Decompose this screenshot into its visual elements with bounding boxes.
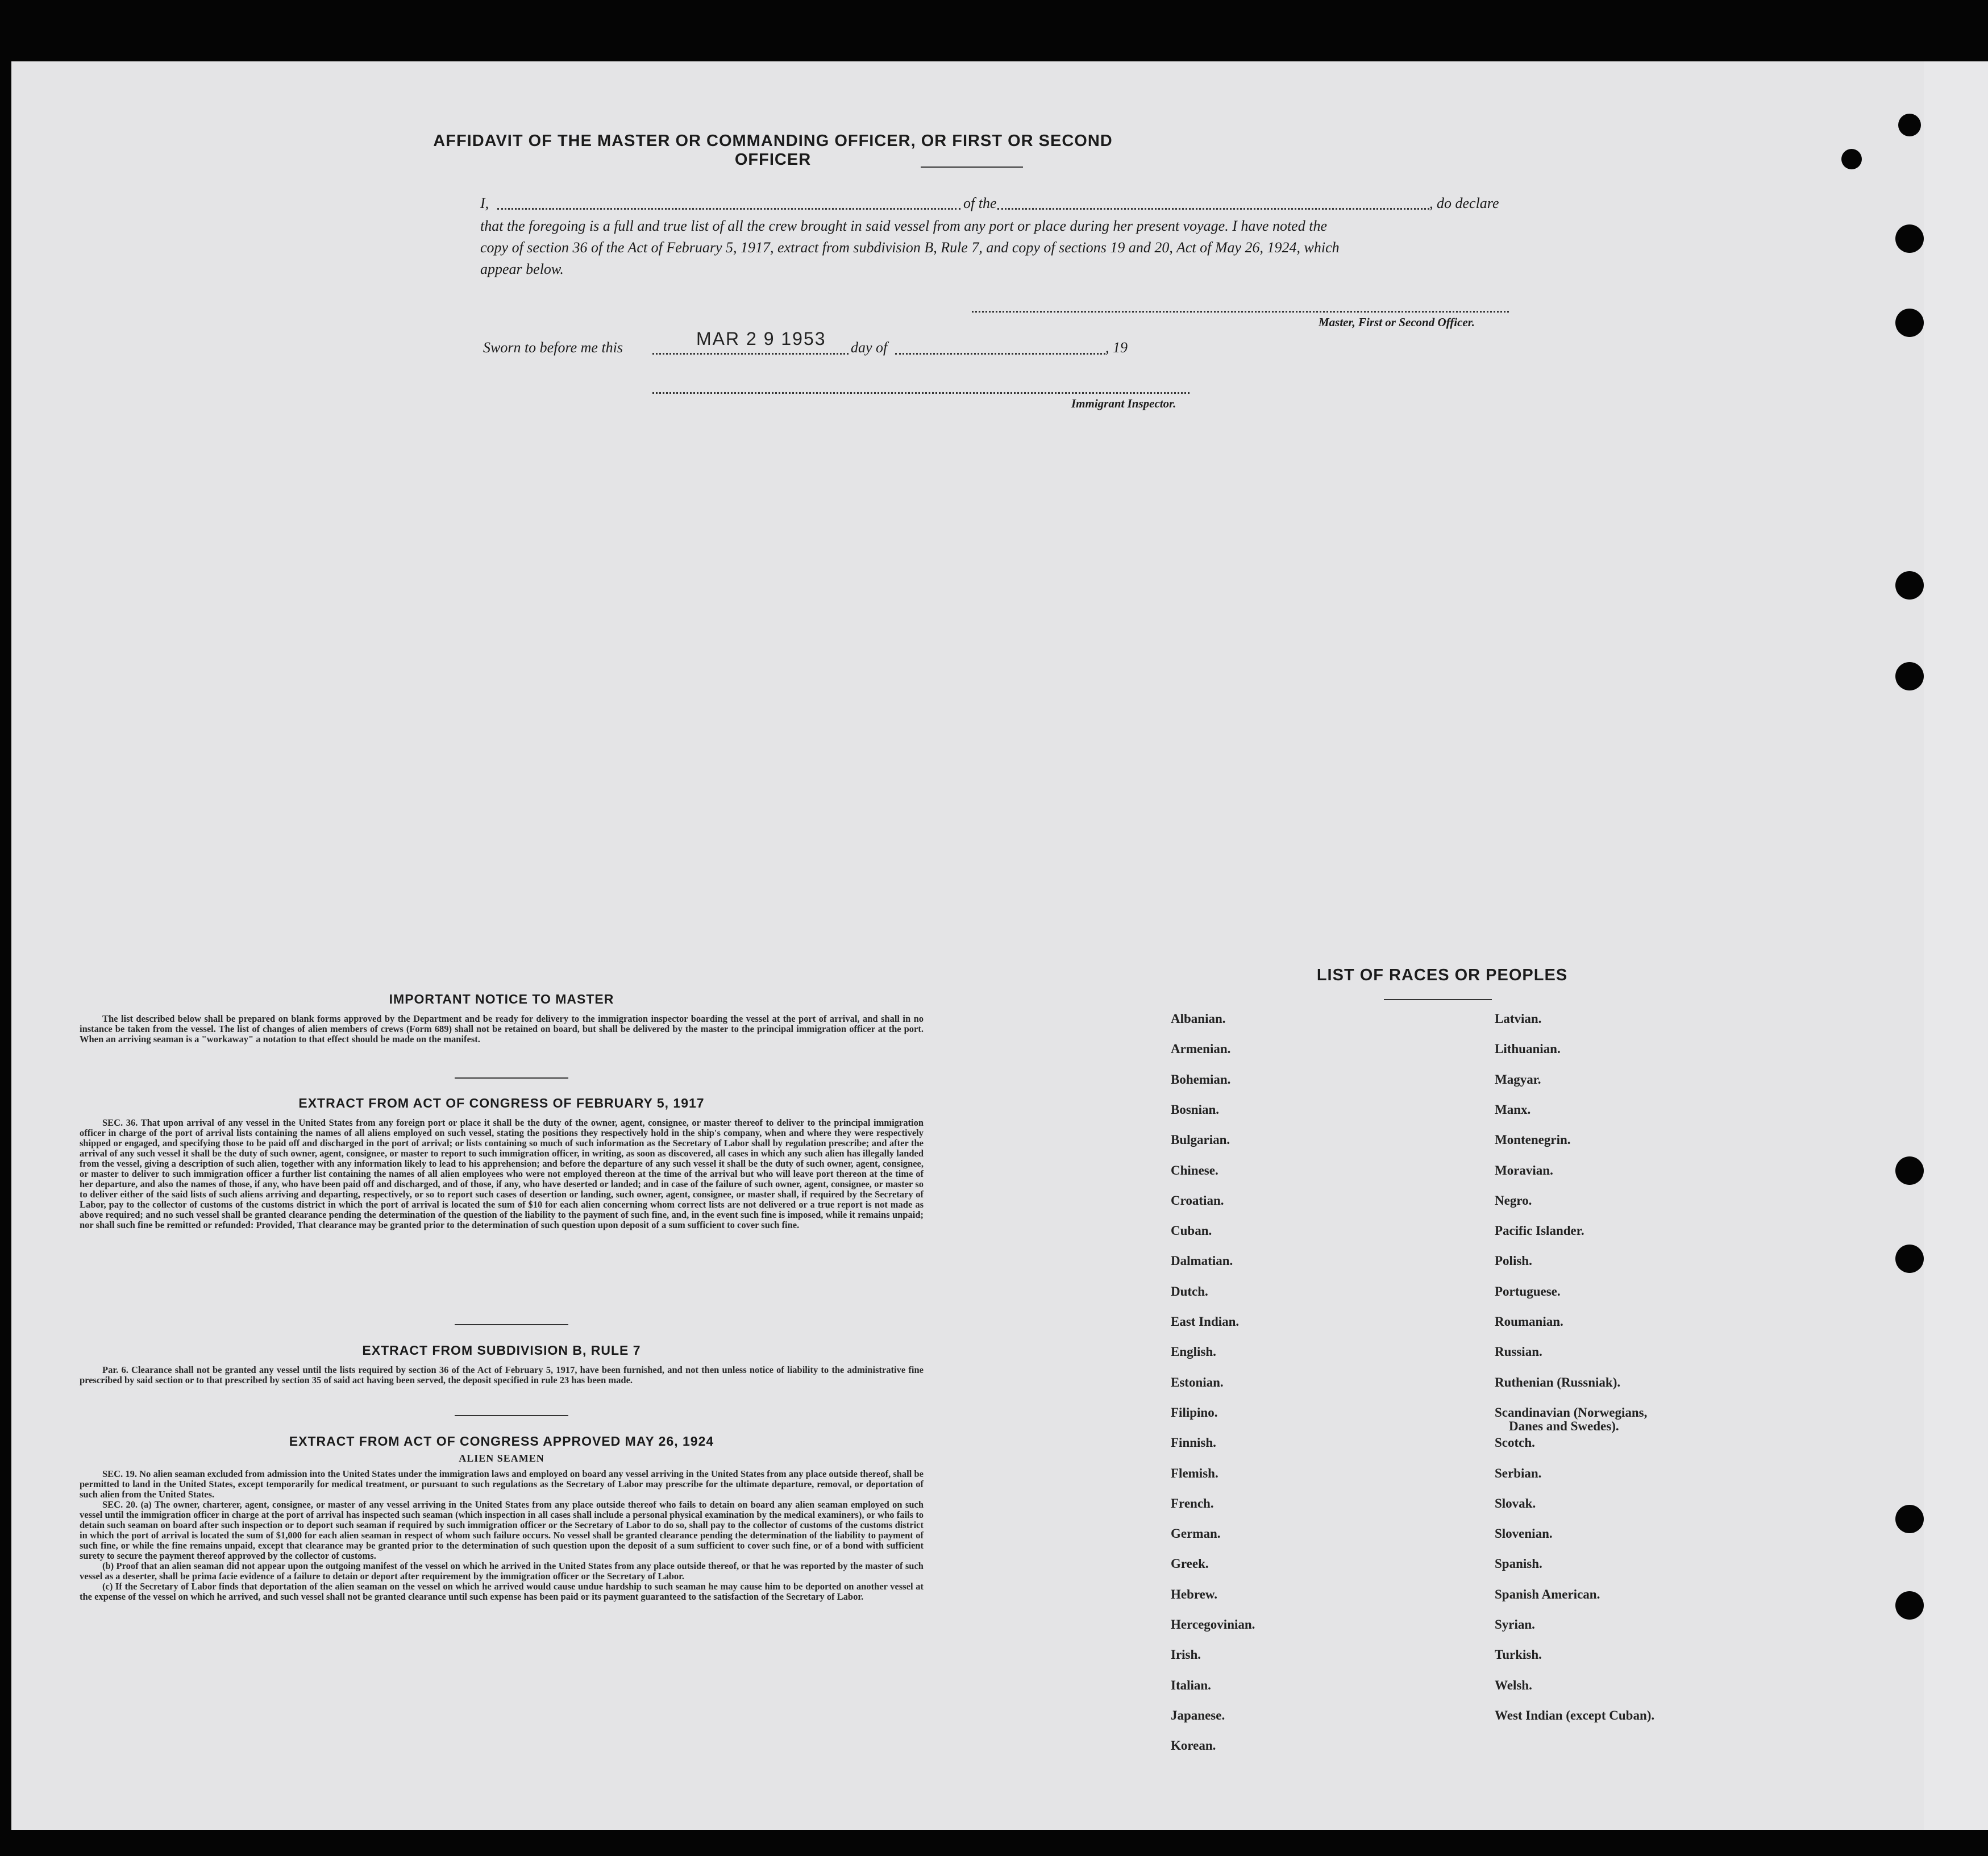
punch-hole [1895, 224, 1924, 253]
race-item: Latvian. [1495, 1012, 1542, 1026]
inspector-signature-line [652, 392, 1190, 394]
race-item: Korean. [1171, 1738, 1216, 1753]
extract-rule7-body: Par. 6. Clearance shall not be granted any vessel until the lists required by section 36 of the Act of February 5, 1917, have been furnished, and not then unless notice of liability to the administrative fine prescribed by said section or to that prescribed by section 35 of said act having been served, the deposit specified in rule 23 has been made. [80, 1364, 924, 1385]
affidavit-line2: that the foregoing is a full and true list of all the crew brought in said vessel from any port or place during her present voyage. I have noted the [480, 218, 1327, 234]
race-item: Negro. [1495, 1193, 1532, 1208]
affidavit-title: AFFIDAVIT OF THE MASTER OR COMMANDING OFFICER, OR FIRST OR SECOND OFFICER [433, 132, 1113, 169]
notice-section [80, 992, 924, 1044]
race-item: Polish. [1495, 1254, 1532, 1268]
race-item: Ruthenian (Russniak). [1495, 1375, 1621, 1389]
race-item: Chinese. [1171, 1163, 1218, 1177]
extract-1917-section [80, 1096, 924, 1230]
race-item: Slovenian. [1495, 1526, 1553, 1541]
punch-hole [1895, 662, 1924, 690]
races-title: LIST OF RACES OR PEOPLES [1316, 966, 1568, 984]
race-item: German. [1171, 1526, 1221, 1541]
sworn-text: Sworn to before me this [483, 339, 623, 356]
year-prefix: , 19 [1105, 339, 1128, 356]
punch-hole [1841, 149, 1862, 169]
punch-hole [1895, 1156, 1924, 1185]
race-item: Bosnian. [1171, 1102, 1220, 1117]
extract-rule7-section [80, 1343, 924, 1385]
affidavit-line4: appear below. [480, 261, 564, 277]
month-blank [895, 353, 1105, 355]
race-item: Albanian. [1171, 1012, 1226, 1026]
race-item: Magyar. [1495, 1072, 1541, 1087]
punch-hole [1895, 1245, 1924, 1273]
race-item: Moravian. [1495, 1163, 1553, 1177]
section-rule [455, 1415, 568, 1416]
race-item: Bohemian. [1171, 1072, 1231, 1087]
race-item: Slovak. [1495, 1496, 1536, 1510]
sec-20b-body: (b) Proof that an alien seaman did not appear upon the outgoing manifest of the vessel on which he arrived in the United States from any place outside thereof, or that he was reported by the master of such vessel as a deserter, shall be prima facie evidence of a failure to detain or deport after requirement by the immigration officer or the Secretary of Labor. [80, 1560, 924, 1582]
master-caption: Master, First or Second Officer. [1319, 315, 1475, 329]
race-item: Greek. [1171, 1557, 1209, 1571]
notice-title: IMPORTANT NOTICE TO MASTER [389, 992, 614, 1006]
race-item: West Indian (except Cuban). [1495, 1708, 1655, 1722]
race-item: Filipino. [1171, 1405, 1218, 1420]
race-item: Scandinavian (Norwegians, [1495, 1405, 1648, 1420]
affidavit-of-the: of the [963, 195, 997, 211]
punch-hole [1895, 1591, 1924, 1620]
inspector-caption: Immigrant Inspector. [1071, 397, 1176, 410]
extract-1917-body: SEC. 36. That upon arrival of any vessel in the United States from any foreign port or place it shall be the duty of the owner, agent, consignee, or master thereof to deliver to the principal immigration officer in charge of the port of arrival lists containing the names of all aliens employed on such vessel, stating the positions they respectively hold in the ship's company, when and where they were respectively shipped or engaged, and specifying those to be paid off and discharged in the port of arrival; or lists containing so much of such information as the Secretary of Labor shall by regulation prescribe; and after the arrival of any such vessel it shall be the duty of such owner, agent, consignee, or master to report to such immigration officer, in writing, as soon as discovered, all cases in which any such alien has illegally landed from the vessel, giving a description of such alien, together with any information likely to lead to his apprehension; and before the departure of any such vessel it shall be the duty of such owner, agent, consignee, or master to deliver to such immigration officer a further list containing the names of all alien employees who were not employed thereon at the time of the arrival but who will leave port thereon at the time of her departure, and also the names of those, if any, who have been paid off and discharged, and of those, if any, who have deserted or landed; and in case of the failure of such owner, agent, consignee, or master so to deliver either of the said lists of such aliens arriving and departing, respectively, or so to report such cases of desertion or landing, such owner, agent, consignee, or master shall, if required by the Secretary of Labor, pay to the collector of customs of the customs district in which the port of arrival is located the sum of $10 for each alien concerning whom correct lists are not delivered or a true report is not made as above required; and no such vessel shall be granted clearance pending the determination of the question of the liability to the payment of such fine, and, in the event such fine is imposed, while it remains unpaid; nor shall such fine be remitted or refunded: Provided, That clearance may be granted prior to the determination of such question upon deposit of a sum sufficient to cover such fine. [80, 1117, 924, 1230]
race-item: Bulgarian. [1171, 1133, 1230, 1147]
race-item: Russian. [1495, 1345, 1542, 1359]
day-of: day of [851, 339, 888, 356]
master-signature-line [972, 311, 1509, 313]
race-item: Irish. [1171, 1647, 1201, 1662]
race-item: Syrian. [1495, 1617, 1535, 1632]
race-item: Cuban. [1171, 1224, 1212, 1238]
vessel-blank [997, 208, 1429, 210]
race-item: Montenegrin. [1495, 1133, 1571, 1147]
race-item: Japanese. [1171, 1708, 1225, 1722]
race-item: Dalmatian. [1171, 1254, 1233, 1268]
section-rule [455, 1324, 568, 1325]
race-item: Flemish. [1171, 1466, 1218, 1480]
race-item: Turkish. [1495, 1647, 1542, 1662]
sec-20a-body: SEC. 20. (a) The owner, charterer, agent, consignee, or master of any vessel arriving in the United States from any place outside thereof who fails to detain on board any alien seaman employed on such vessel until the immigration officer in charge at the port of arrival has inspected such seaman (which inspection in all cases shall include a personal physical examination by the medical examiners), or who fails to detain such seaman on board after such inspection or to deport such seaman if required by such immigration officer or the Secretary of Labor to do so, shall pay to the collector of customs of the customs district in which the port of arrival is located the sum of $1,000 for each alien seaman in respect of whom such failure occurs. No vessel shall be granted clearance pending the determination of the liability to payment of such fine, or while the fine remains unpaid, except that clearance may be granted prior to the determination of such question upon the deposit of a sum sufficient to cover such fine, or of a bond with sufficient surety to secure the payment thereof approved by the collector of customs. [80, 1499, 924, 1561]
race-item: Spanish. [1495, 1557, 1542, 1571]
race-item: Lithuanian. [1495, 1042, 1561, 1056]
race-item: Finnish. [1171, 1435, 1216, 1450]
punch-hole [1895, 309, 1924, 337]
name-blank [497, 208, 960, 210]
extract-1924-subtitle: ALIEN SEAMEN [459, 1453, 544, 1464]
title-rule [921, 167, 1023, 168]
race-item: Scotch. [1495, 1435, 1535, 1450]
extract-1917-title: EXTRACT FROM ACT OF CONGRESS OF FEBRUARY 5, 1917 [298, 1096, 705, 1110]
race-item: French. [1171, 1496, 1214, 1510]
binding-strip [1924, 61, 1988, 1830]
extract-1924-section [80, 1434, 924, 1602]
race-item: Dutch. [1171, 1284, 1208, 1299]
affidavit-line3: copy of section 36 of the Act of February 5, 1917, extract from subdivision B, Rule 7, and copy of sections 19 and 20, Act of May 26, 1924, which [480, 239, 1340, 256]
races-title-rule [1384, 999, 1492, 1000]
affidavit-i: I, [480, 195, 489, 211]
race-item: English. [1171, 1345, 1216, 1359]
race-item: Danes and Swedes). [1509, 1418, 1619, 1433]
punch-hole [1898, 114, 1921, 136]
notice-body: The list described below shall be prepared on blank forms approved by the Department and be ready for delivery to the immigration inspector boarding the vessel at the port of arrival, and shall in no instance be taken from the vessel. The list of changes of alien members of crews (Form 689) shall not be retained on board, but shall be delivered by the master to the principal immigration officer at the port. When an arriving seaman is a "workaway" a notation to that effect should be made on the manifest. [80, 1013, 924, 1044]
race-item: Croatian. [1171, 1193, 1224, 1208]
sec-20c-body: (c) If the Secretary of Labor finds that deportation of the alien seaman on the vessel on which he arrived would cause undue hardship to such seaman he may cause him to be deported on another vessel at the expense of the vessel on which he arrived, and such vessel shall not be granted clearance until such expense has been paid or its payment guaranteed to the satisfaction of the Secretary of Labor. [80, 1581, 924, 1602]
race-item: Hebrew. [1171, 1587, 1217, 1601]
race-item: Portuguese. [1495, 1284, 1561, 1299]
race-item: East Indian. [1171, 1314, 1240, 1329]
punch-hole [1895, 571, 1924, 600]
punch-hole [1895, 1505, 1924, 1533]
extract-1924-title: EXTRACT FROM ACT OF CONGRESS APPROVED MAY 26, 1924 [289, 1434, 714, 1449]
race-item: Estonian. [1171, 1375, 1224, 1389]
race-item: Welsh. [1495, 1678, 1532, 1692]
sec-19-body: SEC. 19. No alien seaman excluded from admission into the United States under the immigration laws and employed on board any vessel arriving in the United States from any place outside thereof, shall be permitted to land in the United States, except temporarily for medical treatment, or pursuant to such regulations as the Secretary of Labor may prescribe for the ultimate departure, removal, or deportation of such alien from the United States. [80, 1468, 924, 1500]
race-item: Spanish American. [1495, 1587, 1600, 1601]
race-item: Armenian. [1171, 1042, 1231, 1056]
extract-rule7-title: EXTRACT FROM SUBDIVISION B, RULE 7 [362, 1343, 641, 1358]
affidavit-declare: , do declare [1429, 195, 1499, 211]
race-item: Serbian. [1495, 1466, 1542, 1480]
sworn-date-blank [652, 353, 849, 355]
race-item: Italian. [1171, 1678, 1211, 1692]
race-item: Manx. [1495, 1102, 1531, 1117]
sworn-date-stamp: MAR 2 9 1953 [696, 328, 826, 349]
race-item: Pacific Islander. [1495, 1224, 1584, 1238]
race-item: Roumanian. [1495, 1314, 1563, 1329]
race-item: Hercegovinian. [1171, 1617, 1255, 1632]
section-rule [455, 1077, 568, 1079]
